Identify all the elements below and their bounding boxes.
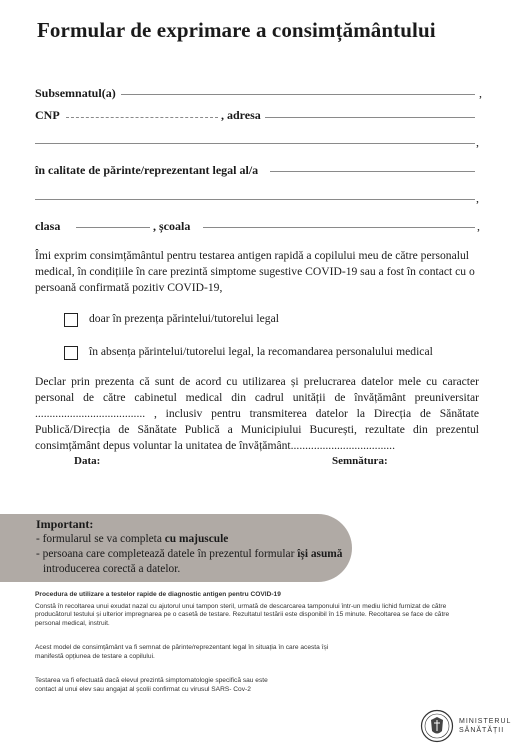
ministry-name-line-1: MINISTERUL <box>459 718 512 725</box>
page-title: Formular de exprimare a consimțământului <box>37 18 436 42</box>
comma: , <box>479 86 482 100</box>
adresa-field[interactable] <box>265 117 475 118</box>
procedure-title: Procedura de utilizare a testelor rapide de diagnostic antigen pentru COVID-19 <box>35 591 281 598</box>
ministry-name-line-2: SĂNĂTĂȚII <box>459 727 505 734</box>
cnp-label: CNP <box>35 108 60 122</box>
comma: , <box>476 191 479 205</box>
signature-label: Semnătura: <box>332 455 388 467</box>
comma: , <box>477 219 480 233</box>
option-checkbox-with-parent[interactable] <box>64 313 78 327</box>
option-label-without-parent: în absența părintelui/tutorelui legal, la recomandarea personalului medical <box>89 345 433 358</box>
ministry-emblem-icon <box>420 709 454 743</box>
scoala-field[interactable] <box>203 227 475 228</box>
important-item-2-continued: introducerea corectă a datelor. <box>43 563 181 575</box>
comma: , <box>476 135 479 149</box>
clasa-field[interactable] <box>76 227 150 228</box>
procedure-section <box>35 591 475 628</box>
important-item-1: - formularul se va completa cu majuscule <box>36 533 229 545</box>
date-label: Data: <box>74 455 101 467</box>
declaration-text: Declar prin prezenta că sunt de acord cu utilizarea și prelucrarea datelor mele cu caracter personal de către cabinetul medical din cadrul unității de învățământ preuniversitar ...................................... , inclusiv pentru transmiterea datelor la Direcția de Sănătate Publică/Direcția de Sănătate Publică a Municipiului București, rezultate din prezentul consimțământ depus voluntar la unitatea de învățământ.................................... <box>35 375 479 452</box>
copil-name-field-continued[interactable] <box>35 199 475 200</box>
clasa-label: clasa <box>35 219 61 233</box>
copil-name-field[interactable] <box>270 171 475 172</box>
ministry-name <box>459 717 511 735</box>
important-title: Important: <box>36 517 94 531</box>
option-label-with-parent: doar în prezența părintelui/tutorelui legal <box>89 312 279 325</box>
subsemnatul-label: Subsemnatul(a) <box>35 86 116 100</box>
scoala-label: , școala <box>153 219 191 233</box>
adresa-label: , adresa <box>221 108 261 122</box>
adresa-field-continued[interactable] <box>35 143 475 144</box>
procedure-text-1: Constă în recoltarea unui exudat nazal cu ajutorul unui tampon steril, urmată de descarcarea tamponului într-un mediu lichid furnizat de către producătorul testului și ulterior impregnarea pe o casetă de testare. Rezultatul testării este disponibil în 15 minute. Recoltarea se face de către personal medical, instruit. <box>35 602 450 627</box>
procedure-text-3: Testarea va fi efectuată dacă elevul prezintă simptomatologie specifică sau este contact al unui elev sau angajat al școlii confirmat cu virusul SARS- Cov-2 <box>35 677 268 693</box>
subsemnatul-field[interactable] <box>121 94 475 95</box>
cnp-field[interactable] <box>66 117 218 118</box>
consent-text: Îmi exprim consimțământul pentru testarea antigen rapidă a copilului meu de către personalul medical, în condițiile în care prezintă simptome sugestive COVID-19 sau a fost în contact cu o persoană confirmată pozitiv COVID-19, <box>35 249 475 294</box>
procedure-text-2: Acest model de consimțământ va fi semnat de părinte/reprezentant legal în situația în care acesta își manifestă opțiunea de testare a copilului. <box>35 644 329 660</box>
important-item-2: - persoana care completează datele în prezentul formular își asumă <box>36 548 343 560</box>
option-checkbox-without-parent[interactable] <box>64 346 78 360</box>
calitate-label: în calitate de părinte/reprezentant legal al/a <box>35 163 259 177</box>
